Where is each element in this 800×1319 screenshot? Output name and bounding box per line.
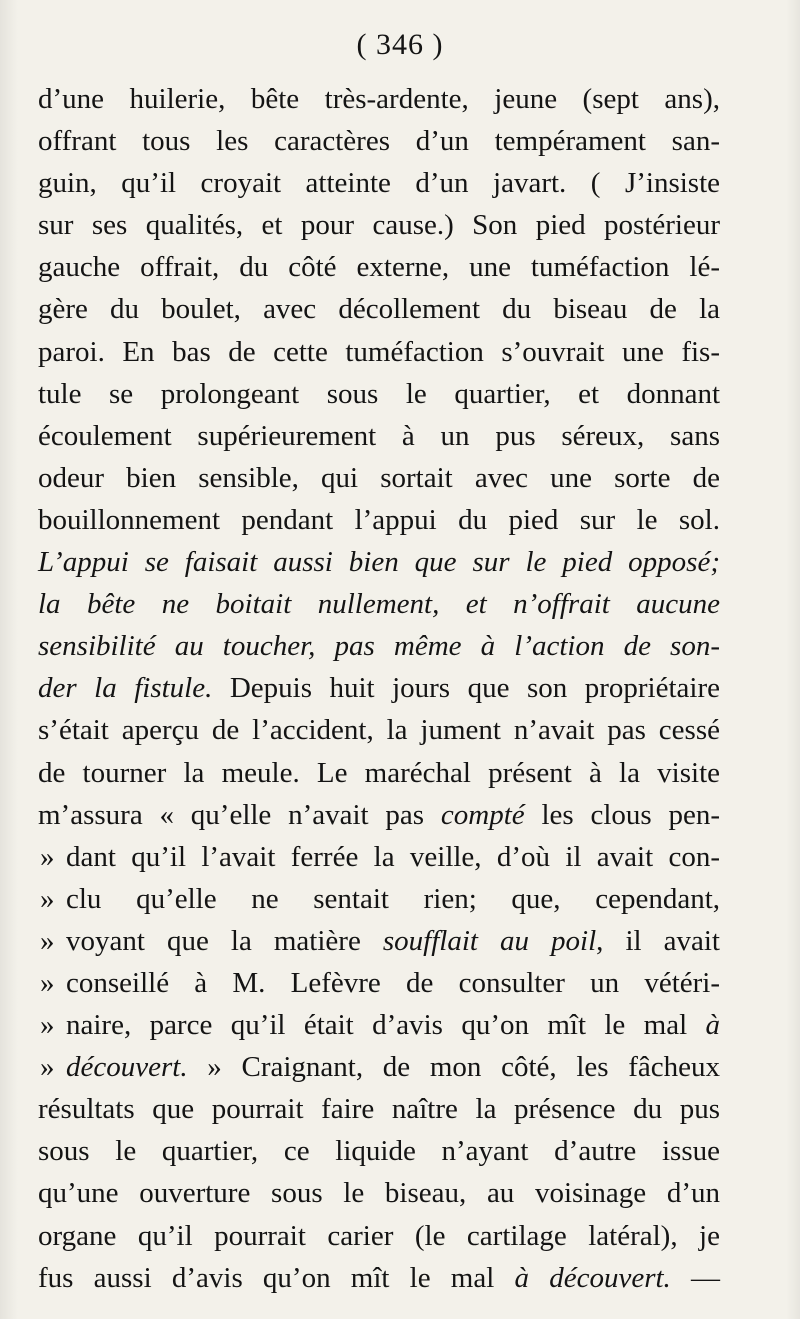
text-line: tule se prolongeant sous le quartier, et donnant: [38, 377, 720, 410]
text-line: écoulement supérieurement à un pus séreux, sans: [38, 419, 720, 452]
italic-text: L’appui se faisait aussi bien que sur le pied opposé;: [38, 546, 720, 579]
italic-text: découvert.: [66, 1051, 188, 1084]
italic-text: compté: [440, 798, 525, 831]
text-line: offrant tous les caractères d’un tempérament san-: [38, 125, 720, 158]
quoted-line: [38, 836, 720, 878]
italic-text: der la fistule.: [38, 672, 213, 705]
page-number: ( 346 ): [356, 28, 444, 61]
text-line: s’était aperçu de l’accident, la jument n’avait pas cessé: [38, 714, 720, 747]
quoted-text: clu qu’elle ne sentait rien; que, cependant,: [66, 882, 720, 915]
roman-text: Depuis huit jours que son propriétaire: [212, 672, 720, 705]
text-line: paroi. En bas de cette tuméfaction s’ouvrait une fis-: [38, 335, 720, 368]
quoted-text: [66, 920, 720, 962]
quoted-text: [66, 1046, 720, 1088]
text-line: résultats que pourrait faire naître la présence du pus: [38, 1093, 720, 1126]
text-line: [38, 667, 720, 709]
roman-text: fus aussi d’avis qu’on mît le mal: [38, 1261, 515, 1294]
text-line: guin, qu’il croyait atteinte d’un javart. ( J’insiste: [38, 167, 720, 200]
quoted-text: [66, 1004, 720, 1046]
text-line: sur ses qualités, et pour cause.) Son pied postérieur: [38, 209, 720, 242]
roman-text: —: [670, 1261, 721, 1294]
text-line: gauche offrait, du côté externe, une tuméfaction lé-: [38, 251, 720, 284]
quoted-line: [38, 878, 720, 920]
quoted-line: [38, 962, 720, 1004]
text-line: organe qu’il pourrait carier (le cartilage latéral), je: [38, 1219, 720, 1252]
quote-mark: »: [40, 882, 55, 915]
roman-text: voyant que la matière: [66, 924, 383, 957]
quote-mark: »: [40, 840, 55, 873]
quoted-line: [38, 920, 720, 962]
italic-text: la bête ne boitait nullement, et n’offrait aucune: [38, 588, 720, 621]
text-line: odeur bien sensible, qui sortait avec une sorte de: [38, 461, 720, 494]
text-line: de tourner la meule. Le maréchal présent à la visite: [38, 756, 720, 789]
italic-text: à découvert.: [514, 1261, 671, 1294]
text-line: qu’une ouverture sous le biseau, au voisinage d’un: [38, 1177, 720, 1210]
text-line: bouillonnement pendant l’appui du pied sur le sol.: [38, 503, 720, 536]
italic-line: [38, 583, 720, 625]
roman-text: naire, parce qu’il était d’avis qu’on mît le mal: [66, 1009, 706, 1042]
quote-mark: »: [40, 924, 55, 957]
italic-text: sensibilité au toucher, pas même à l’action de son-: [38, 630, 720, 663]
quoted-text: conseillé à M. Lefèvre de consulter un vétéri-: [66, 966, 720, 999]
italic-line: [38, 625, 720, 667]
quoted-line: [38, 1004, 720, 1046]
quoted-line: [38, 1046, 720, 1088]
roman-text: m’assura « qu’elle n’avait pas: [38, 798, 441, 831]
text-line: d’une huilerie, bête très-ardente, jeune (sept ans),: [38, 83, 720, 115]
italic-text: soufflait au poil: [382, 924, 597, 957]
roman-text: , il avait: [596, 924, 720, 957]
quoted-text: dant qu’il l’avait ferrée la veille, d’où il avait con-: [66, 840, 720, 873]
quote-mark: »: [40, 1051, 55, 1084]
roman-text: » Craignant, de mon côté, les fâcheux: [187, 1051, 720, 1084]
italic-text: à: [705, 1009, 720, 1042]
body-text: [38, 78, 720, 1299]
quote-mark: »: [40, 1009, 55, 1042]
roman-text: les clous pen-: [524, 798, 721, 831]
text-line: sous le quartier, ce liquide n’ayant d’autre issue: [38, 1135, 720, 1168]
text-line: [38, 794, 720, 836]
text-line: gère du boulet, avec décollement du biseau de la: [38, 293, 720, 326]
italic-line: [38, 541, 720, 583]
text-line: [38, 1257, 720, 1299]
quote-mark: »: [40, 966, 55, 999]
